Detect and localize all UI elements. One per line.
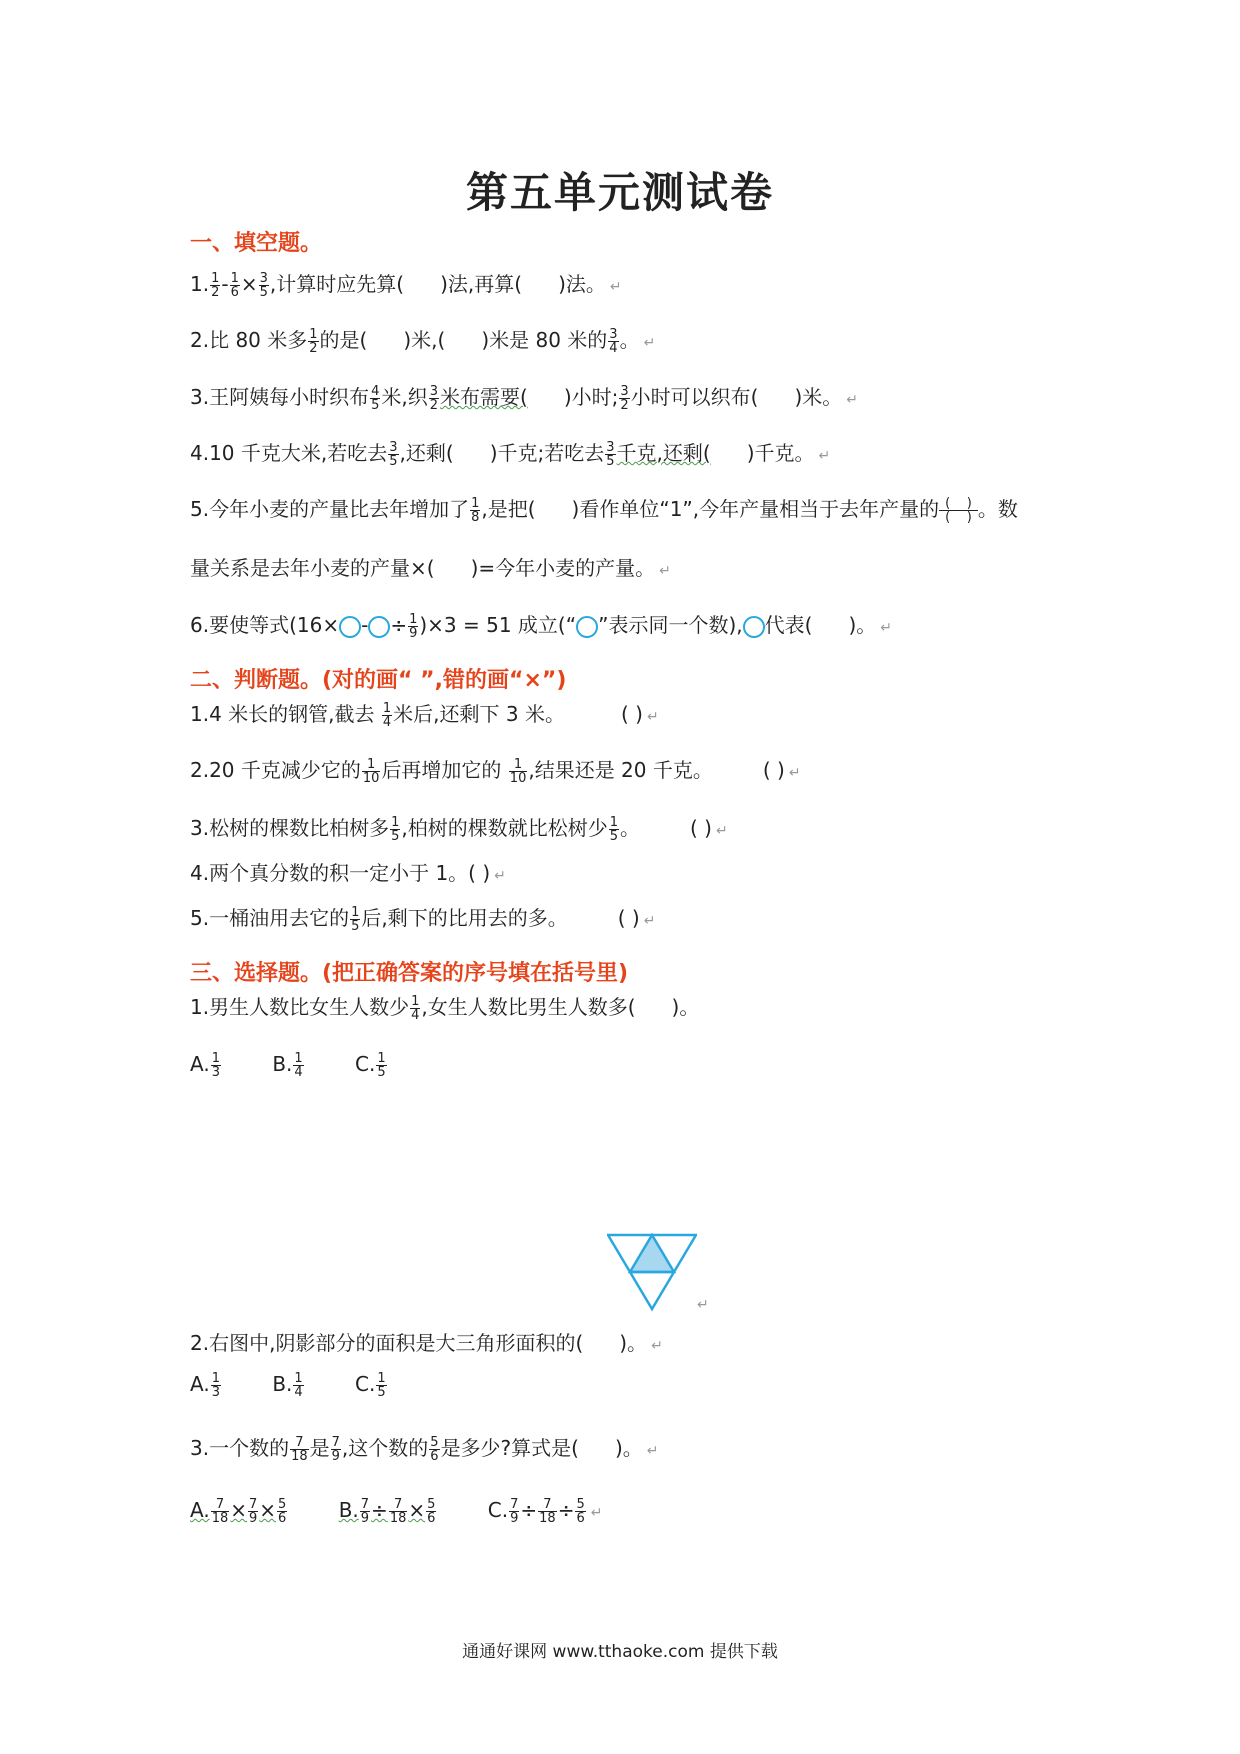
circle-symbol-icon: [576, 616, 598, 638]
circle-symbol-icon: [743, 616, 765, 638]
fraction: [259, 272, 269, 299]
fraction-numerator: 1: [294, 1371, 303, 1386]
fraction-numerator: 5: [278, 1497, 287, 1512]
question-2-2: [190, 750, 801, 793]
fraction-denominator: 5: [389, 454, 398, 469]
text-segment: A.: [190, 1372, 210, 1396]
fraction-numerator: 1: [409, 612, 418, 627]
fraction: [350, 906, 360, 933]
fraction: [410, 995, 420, 1022]
fraction: [293, 1372, 303, 1399]
question-1-2: [190, 320, 655, 363]
question-1-1: 1. $\frac{1}{2}$ - $\frac{1}{6}$ × $\frac{3}{5}$ ,计算时应先算( )法,再算( )法。 ↵: [190, 271, 622, 300]
text-segment: 5.今年小麦的产量比去年增加了: [190, 497, 470, 521]
circle-symbol-icon: [339, 616, 361, 638]
text-segment: ,柏树的棵数就比松树少: [401, 816, 608, 840]
fraction-numerator: 1: [362, 758, 381, 772]
question-3-1-options: [190, 1052, 432, 1079]
fraction-numerator: 7: [510, 1497, 519, 1512]
text-segment: 。数: [977, 497, 1018, 521]
question-2-1: [190, 694, 659, 737]
fraction: [211, 1372, 221, 1399]
text-segment: )。: [671, 995, 700, 1019]
fraction-numerator: 1: [382, 701, 392, 716]
fraction: [605, 441, 615, 468]
fraction-numerator: 1: [377, 1051, 386, 1066]
fraction-denominator: 6: [427, 1511, 436, 1526]
text-segment: 2.20 千克减少它的: [190, 758, 361, 782]
text-segment: 米后,还剩下 3 米。: [393, 702, 565, 726]
fraction-numerator: 1: [294, 1051, 303, 1066]
option-c: [487, 1497, 603, 1526]
paragraph-mark-icon: ↵: [659, 563, 671, 579]
fraction-denominator: 6: [230, 285, 239, 300]
text-segment: ×: [408, 1498, 426, 1522]
fraction: [408, 613, 418, 640]
fraction-denominator: 2: [429, 398, 439, 413]
text-segment: A.: [190, 1052, 210, 1076]
fraction-numerator: 7: [249, 1497, 258, 1512]
option-a: [190, 1371, 222, 1400]
fraction-numerator: 7: [290, 1436, 309, 1450]
fraction-denominator: 9: [249, 1511, 258, 1526]
fraction: [248, 1498, 258, 1525]
fraction-numerator: 5: [427, 1497, 436, 1512]
fraction-denominator: 4: [411, 1008, 420, 1023]
fraction-denominator: 5: [351, 919, 360, 934]
fraction-numerator: 1: [509, 758, 528, 772]
fraction-numerator: 3: [620, 384, 629, 399]
paragraph-mark-icon: ↵: [818, 448, 831, 464]
fraction-numerator: 7: [360, 1497, 370, 1512]
fraction: [211, 1498, 230, 1525]
fraction-denominator: 6: [430, 1449, 439, 1464]
fraction-numerator: 1: [230, 271, 239, 286]
text-segment: ×: [240, 272, 258, 296]
fraction-denominator: 5: [377, 1385, 386, 1400]
text-segment: )千克;若吃去: [489, 441, 605, 465]
fraction-numerator: 3: [429, 384, 439, 399]
option-b: [338, 1497, 438, 1526]
fraction-numerator: 1: [211, 1371, 220, 1386]
text-segment: ,是把(: [481, 497, 536, 521]
fraction-denominator: 2: [620, 398, 629, 413]
paragraph-mark-icon: ↵: [643, 335, 656, 351]
fraction-denominator: 18: [291, 1449, 308, 1464]
fraction: [360, 1498, 370, 1525]
fraction-denominator: 4: [382, 715, 392, 730]
fraction-numerator: 3: [606, 440, 615, 455]
text-segment: 6.要使等式(16×: [190, 613, 340, 637]
fraction-numerator: 7: [538, 1498, 557, 1512]
text-segment: -: [361, 613, 369, 637]
text-segment: 小时可以织布(: [630, 385, 759, 409]
text-segment: )米是 80 米的: [481, 328, 608, 352]
fraction: [389, 1498, 408, 1525]
text-segment: 米,织: [381, 385, 428, 409]
footer-credit: 通通好课网 www.tthaoke.com 提供下载: [462, 1642, 778, 1662]
text-segment: ( ): [690, 816, 712, 840]
fraction: [210, 272, 220, 299]
text-segment: C.: [355, 1372, 376, 1396]
text-segment: ÷: [557, 1498, 575, 1522]
fraction: [277, 1498, 287, 1525]
text-segment: )。: [848, 613, 877, 637]
text-segment: ,结果还是 20 千克。: [528, 758, 713, 782]
text-segment: 量关系是去年小麦的产量×(: [190, 556, 435, 580]
text-segment: )法。: [558, 272, 606, 296]
fraction-denominator: 6: [576, 1511, 585, 1526]
paragraph-mark-icon: ↵: [646, 1443, 659, 1459]
text-segment: )米。: [794, 385, 843, 409]
paragraph-mark-icon: ↵: [788, 765, 801, 781]
text-segment: ( ): [762, 758, 785, 782]
fraction: [509, 1498, 519, 1525]
text-segment: )小时;: [563, 385, 619, 409]
fraction: [388, 441, 398, 468]
fraction-numerator: 1: [211, 1051, 220, 1066]
paragraph-mark-icon: ↵: [643, 913, 656, 929]
question-1-5: [190, 489, 1018, 529]
fraction: [376, 1052, 386, 1079]
fraction-numerator: 3: [259, 271, 268, 286]
fraction-denominator: 2: [309, 341, 318, 356]
fraction-denominator: 9: [331, 1449, 340, 1464]
fraction: [370, 385, 380, 412]
fraction-denominator: 2: [211, 285, 220, 300]
fraction-denominator: 4: [294, 1385, 303, 1400]
paragraph-mark-icon: ↵: [715, 823, 728, 839]
fraction: [429, 385, 439, 412]
fraction: [376, 1372, 386, 1399]
fraction: [575, 1498, 585, 1525]
text-segment: 后再增加它的: [381, 758, 508, 782]
fraction: [608, 328, 618, 355]
fraction: [509, 758, 528, 785]
question-3-3: [190, 1428, 659, 1471]
fraction: [619, 385, 629, 412]
fraction-numerator: 7: [331, 1435, 340, 1450]
text-segment: )。: [614, 1436, 643, 1460]
text-segment: ,还剩(: [399, 441, 454, 465]
text-segment: 是: [309, 1436, 330, 1460]
paragraph-mark-icon: ↵: [651, 1338, 663, 1354]
fraction-denominator: 9: [360, 1511, 370, 1526]
fraction-denominator: 10: [362, 771, 380, 786]
question-3-3-options: [190, 1498, 646, 1525]
text-segment: 1.男生人数比女生人数少: [190, 995, 410, 1019]
fraction-denominator: 5: [259, 285, 268, 300]
fraction: [308, 328, 318, 355]
section-heading-true-false: 二、判断题。(对的画“ ”,错的画“×”): [190, 668, 567, 693]
text-segment: 4.两个真分数的积一定小于 1。( ): [190, 861, 491, 885]
text-segment: ,计算时应先算(: [269, 272, 405, 296]
fraction-numerator: 1: [211, 271, 220, 286]
text-segment: 3.一个数的: [190, 1436, 290, 1460]
text-segment: 后,剩下的比用去的多。: [361, 906, 568, 930]
text-segment: ( ): [939, 497, 978, 511]
text-segment: B.: [338, 1498, 359, 1522]
text-segment: C.: [487, 1498, 509, 1522]
fraction-numerator: 1: [609, 815, 619, 830]
fraction-denominator: 5: [377, 1065, 386, 1080]
paragraph-mark-icon: ↵: [590, 1505, 603, 1521]
option-c: [355, 1051, 388, 1080]
fraction-denominator: 10: [509, 771, 527, 786]
text-segment: ×: [259, 1498, 277, 1522]
text-segment: B.: [272, 1052, 293, 1076]
text-segment: ( ): [945, 510, 972, 525]
option-a: [190, 1051, 222, 1080]
text-segment: )米,(: [403, 328, 446, 352]
fraction-denominator: 8: [471, 510, 480, 525]
fraction-numerator: 7: [389, 1498, 408, 1512]
fraction-numerator: 1: [377, 1371, 386, 1386]
fraction: [211, 1052, 221, 1079]
fraction: [230, 272, 240, 299]
fraction: [429, 1436, 439, 1463]
fraction-denominator: 3: [211, 1065, 220, 1080]
fraction-numerator: 3: [389, 440, 398, 455]
text-segment: 5.一桶油用去它的: [190, 906, 350, 930]
text-segment: 米布需要(: [440, 385, 528, 409]
fraction-denominator: 18: [539, 1511, 556, 1526]
text-segment: )看作单位“1”,今年产量相当于去年产量的: [571, 497, 940, 521]
fraction: [331, 1436, 341, 1463]
fraction-denominator: 18: [211, 1511, 229, 1526]
fraction-denominator: 9: [510, 1511, 519, 1526]
fraction-numerator: 3: [609, 327, 618, 342]
triangle-figure: [607, 1232, 697, 1312]
circle-symbol-icon: [368, 616, 390, 638]
fraction-denominator: 6: [278, 1511, 287, 1526]
question-1-5-cont: [190, 548, 671, 591]
question-2-3: [190, 808, 728, 851]
option-b: [272, 1051, 304, 1080]
fraction: [293, 1052, 303, 1079]
blank-fraction: [939, 497, 978, 524]
option-b: [272, 1371, 304, 1400]
text-segment: 1.4 米长的钢管,截去: [190, 702, 381, 726]
page-title: 第五单元测试卷: [465, 168, 774, 217]
fraction-denominator: 18: [389, 1511, 407, 1526]
question-1-4: [190, 433, 830, 476]
paragraph-mark-icon: ↵: [846, 392, 859, 408]
paragraph-mark-icon: ↵: [494, 868, 506, 884]
text-segment: 1.: [190, 272, 210, 296]
section-heading-multiple-choice: 三、选择题。(把正确答案的序号填在括号里): [190, 961, 629, 986]
question-3-2-options: [190, 1372, 432, 1399]
question-2-4: [190, 853, 506, 896]
fraction: [382, 702, 392, 729]
question-3-2: [190, 1323, 663, 1366]
fraction-numerator: 1: [471, 496, 480, 511]
fraction-numerator: 5: [576, 1497, 585, 1512]
text-segment: ×: [230, 1498, 247, 1522]
fraction-denominator: 5: [606, 454, 615, 469]
text-segment: 。: [620, 816, 641, 840]
text-segment: ( ): [620, 702, 643, 726]
fraction: [609, 816, 619, 843]
fraction-numerator: 5: [430, 1435, 439, 1450]
text-segment: ,这个数的: [341, 1436, 429, 1460]
text-segment: )千克。: [746, 441, 815, 465]
fraction: [470, 497, 480, 524]
fraction: [362, 758, 381, 785]
text-segment: 的是(: [319, 328, 368, 352]
text-segment: 2.右图中,阴影部分的面积是大三角形面积的(: [190, 1331, 584, 1355]
section-heading-fill-blank: 一、填空题。: [190, 231, 323, 256]
option-a: [190, 1497, 288, 1526]
fraction-denominator: 5: [609, 829, 619, 844]
text-segment: 4.10 千克大米,若吃去: [190, 441, 388, 465]
fraction-denominator: 5: [371, 398, 380, 413]
fraction-numerator: 4: [371, 384, 380, 399]
text-segment: )×3 = 51 成立(“: [419, 613, 577, 637]
text-segment: ( ): [617, 906, 640, 930]
fraction: [538, 1498, 557, 1525]
text-segment: ÷: [390, 613, 408, 637]
fraction: [290, 1436, 309, 1463]
fraction-denominator: 9: [409, 626, 418, 641]
fraction-numerator: 7: [211, 1498, 230, 1512]
text-segment: 是多少?算式是(: [440, 1436, 579, 1460]
fraction-denominator: 4: [294, 1065, 303, 1080]
paragraph-mark-icon: ↵: [609, 279, 622, 295]
question-1-3: [190, 377, 858, 420]
question-3-1: [190, 987, 699, 1027]
fraction-denominator: 5: [391, 829, 400, 844]
text-segment: )。: [619, 1331, 648, 1355]
text-segment: C.: [355, 1052, 376, 1076]
fraction-denominator: 4: [609, 341, 618, 356]
text-segment: 代表(: [764, 613, 813, 637]
text-segment: )=今年小麦的产量。: [470, 556, 656, 580]
text-segment: )法,再算(: [440, 272, 523, 296]
fraction-numerator: 1: [391, 815, 400, 830]
question-1-6: [190, 605, 892, 648]
text-segment: B.: [272, 1372, 293, 1396]
paragraph-mark-icon: ↵: [880, 620, 892, 636]
question-2-5: [190, 898, 655, 941]
text-segment: 2.比 80 米多: [190, 328, 308, 352]
fraction-numerator: 1: [309, 327, 318, 342]
text-segment: ”表示同一个数),: [598, 613, 743, 637]
fraction-denominator: 3: [211, 1385, 220, 1400]
text-segment: 3.王阿姨每小时织布: [190, 385, 370, 409]
text-segment: A.: [190, 1498, 210, 1522]
text-segment: 。: [619, 328, 640, 352]
fraction-numerator: 1: [351, 905, 360, 920]
fraction: [390, 816, 400, 843]
text-segment: 千克,还剩(: [616, 441, 711, 465]
fraction: [426, 1498, 436, 1525]
paragraph-mark-icon: ↵: [646, 709, 659, 725]
fraction-numerator: 1: [411, 994, 420, 1009]
paragraph-mark-icon: ↵: [697, 1297, 709, 1313]
option-c: [355, 1371, 388, 1400]
text-segment: ÷: [371, 1498, 388, 1522]
text-segment: ÷: [520, 1498, 538, 1522]
text-segment: ,女生人数比男生人数多(: [421, 995, 636, 1019]
text-segment: 3.松树的棵数比柏树多: [190, 816, 390, 840]
